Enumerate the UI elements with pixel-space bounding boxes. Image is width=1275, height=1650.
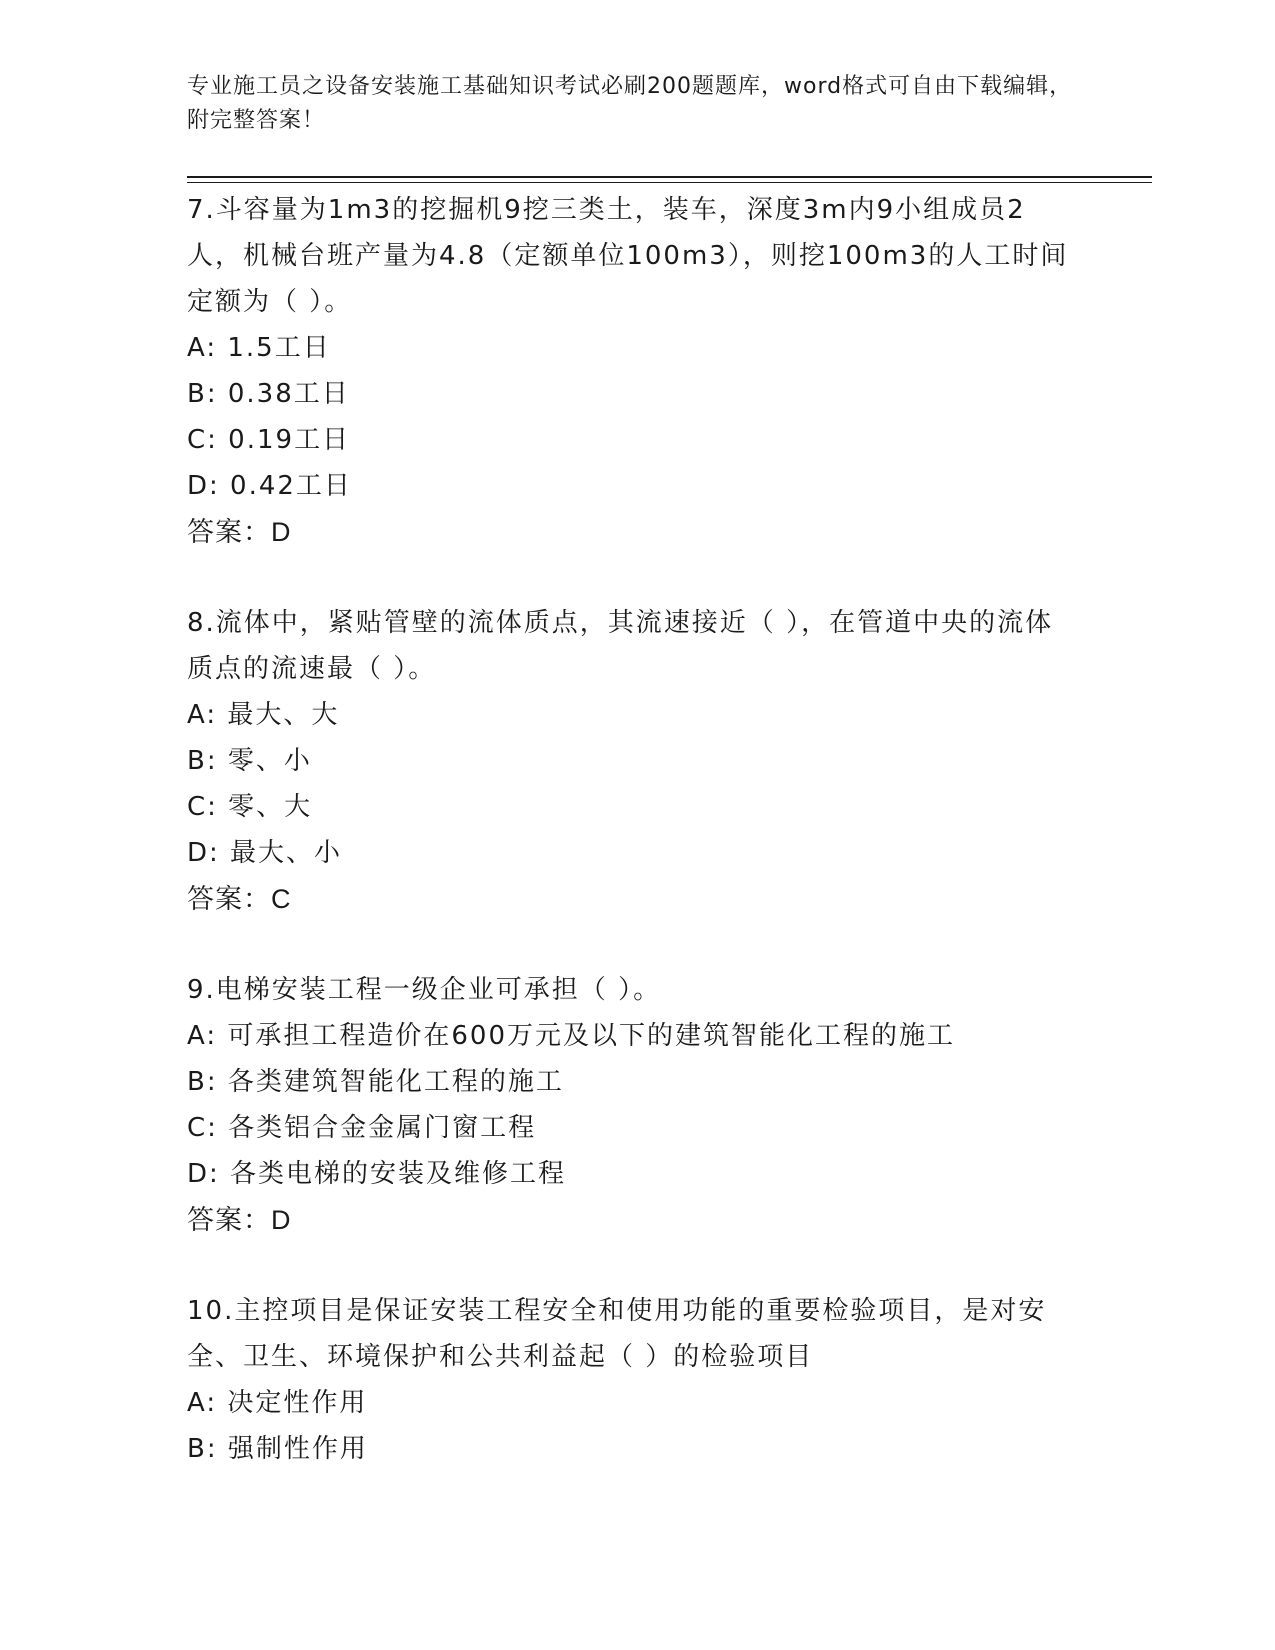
question-stem: 9.电梯安装工程一级企业可承担（ ）。 [187, 975, 662, 1005]
header-divider [187, 176, 1152, 178]
option-d: D: 最大、小 [187, 838, 343, 868]
option-a: A: 1.5工日 [187, 333, 331, 363]
question-stem: 10.主控项目是保证安装工程安全和使用功能的重要检验项目，是对安全、卫生、环境保护和公共利益起（ ）的检验项目 [187, 1296, 1047, 1372]
option-d: D: 各类电梯的安装及维修工程 [187, 1159, 567, 1189]
question-8 [187, 600, 1077, 922]
option-b: B: 强制性作用 [187, 1434, 368, 1464]
question-stem: 7.斗容量为1m3的挖掘机9挖三类土，装车，深度3m内9小组成员2人，机械台班产量为4.8（定额单位100m3），则挖100m3的人工时间定额为（ ）。 [187, 195, 1069, 317]
option-b: B: 零、小 [187, 746, 312, 776]
answer: 答案：D [187, 1205, 292, 1235]
option-d: D: 0.42工日 [187, 471, 352, 501]
answer: 答案：D [187, 517, 292, 547]
option-c: C: 0.19工日 [187, 425, 351, 455]
question-stem: 8.流体中，紧贴管壁的流体质点，其流速接近（ ），在管道中央的流体质点的流速最（ ）。 [187, 608, 1054, 684]
option-c: C: 零、大 [187, 792, 313, 822]
answer: 答案：C [187, 884, 292, 914]
question-7 [187, 187, 1077, 555]
header-divider-thin [187, 182, 1152, 183]
question-9 [187, 967, 1077, 1243]
option-b: B: 0.38工日 [187, 379, 350, 409]
option-b: B: 各类建筑智能化工程的施工 [187, 1067, 564, 1097]
option-c: C: 各类铝合金金属门窗工程 [187, 1113, 537, 1143]
option-a: A: 可承担工程造价在600万元及以下的建筑智能化工程的施工 [187, 1021, 955, 1051]
question-list [187, 187, 1077, 1517]
option-a: A: 决定性作用 [187, 1388, 368, 1418]
question-10 [187, 1288, 1077, 1472]
document-header: 专业施工员之设备安装施工基础知识考试必刷200题题库，word格式可自由下载编辑，附完整答案！ [187, 74, 1073, 133]
option-a: A: 最大、大 [187, 700, 340, 730]
